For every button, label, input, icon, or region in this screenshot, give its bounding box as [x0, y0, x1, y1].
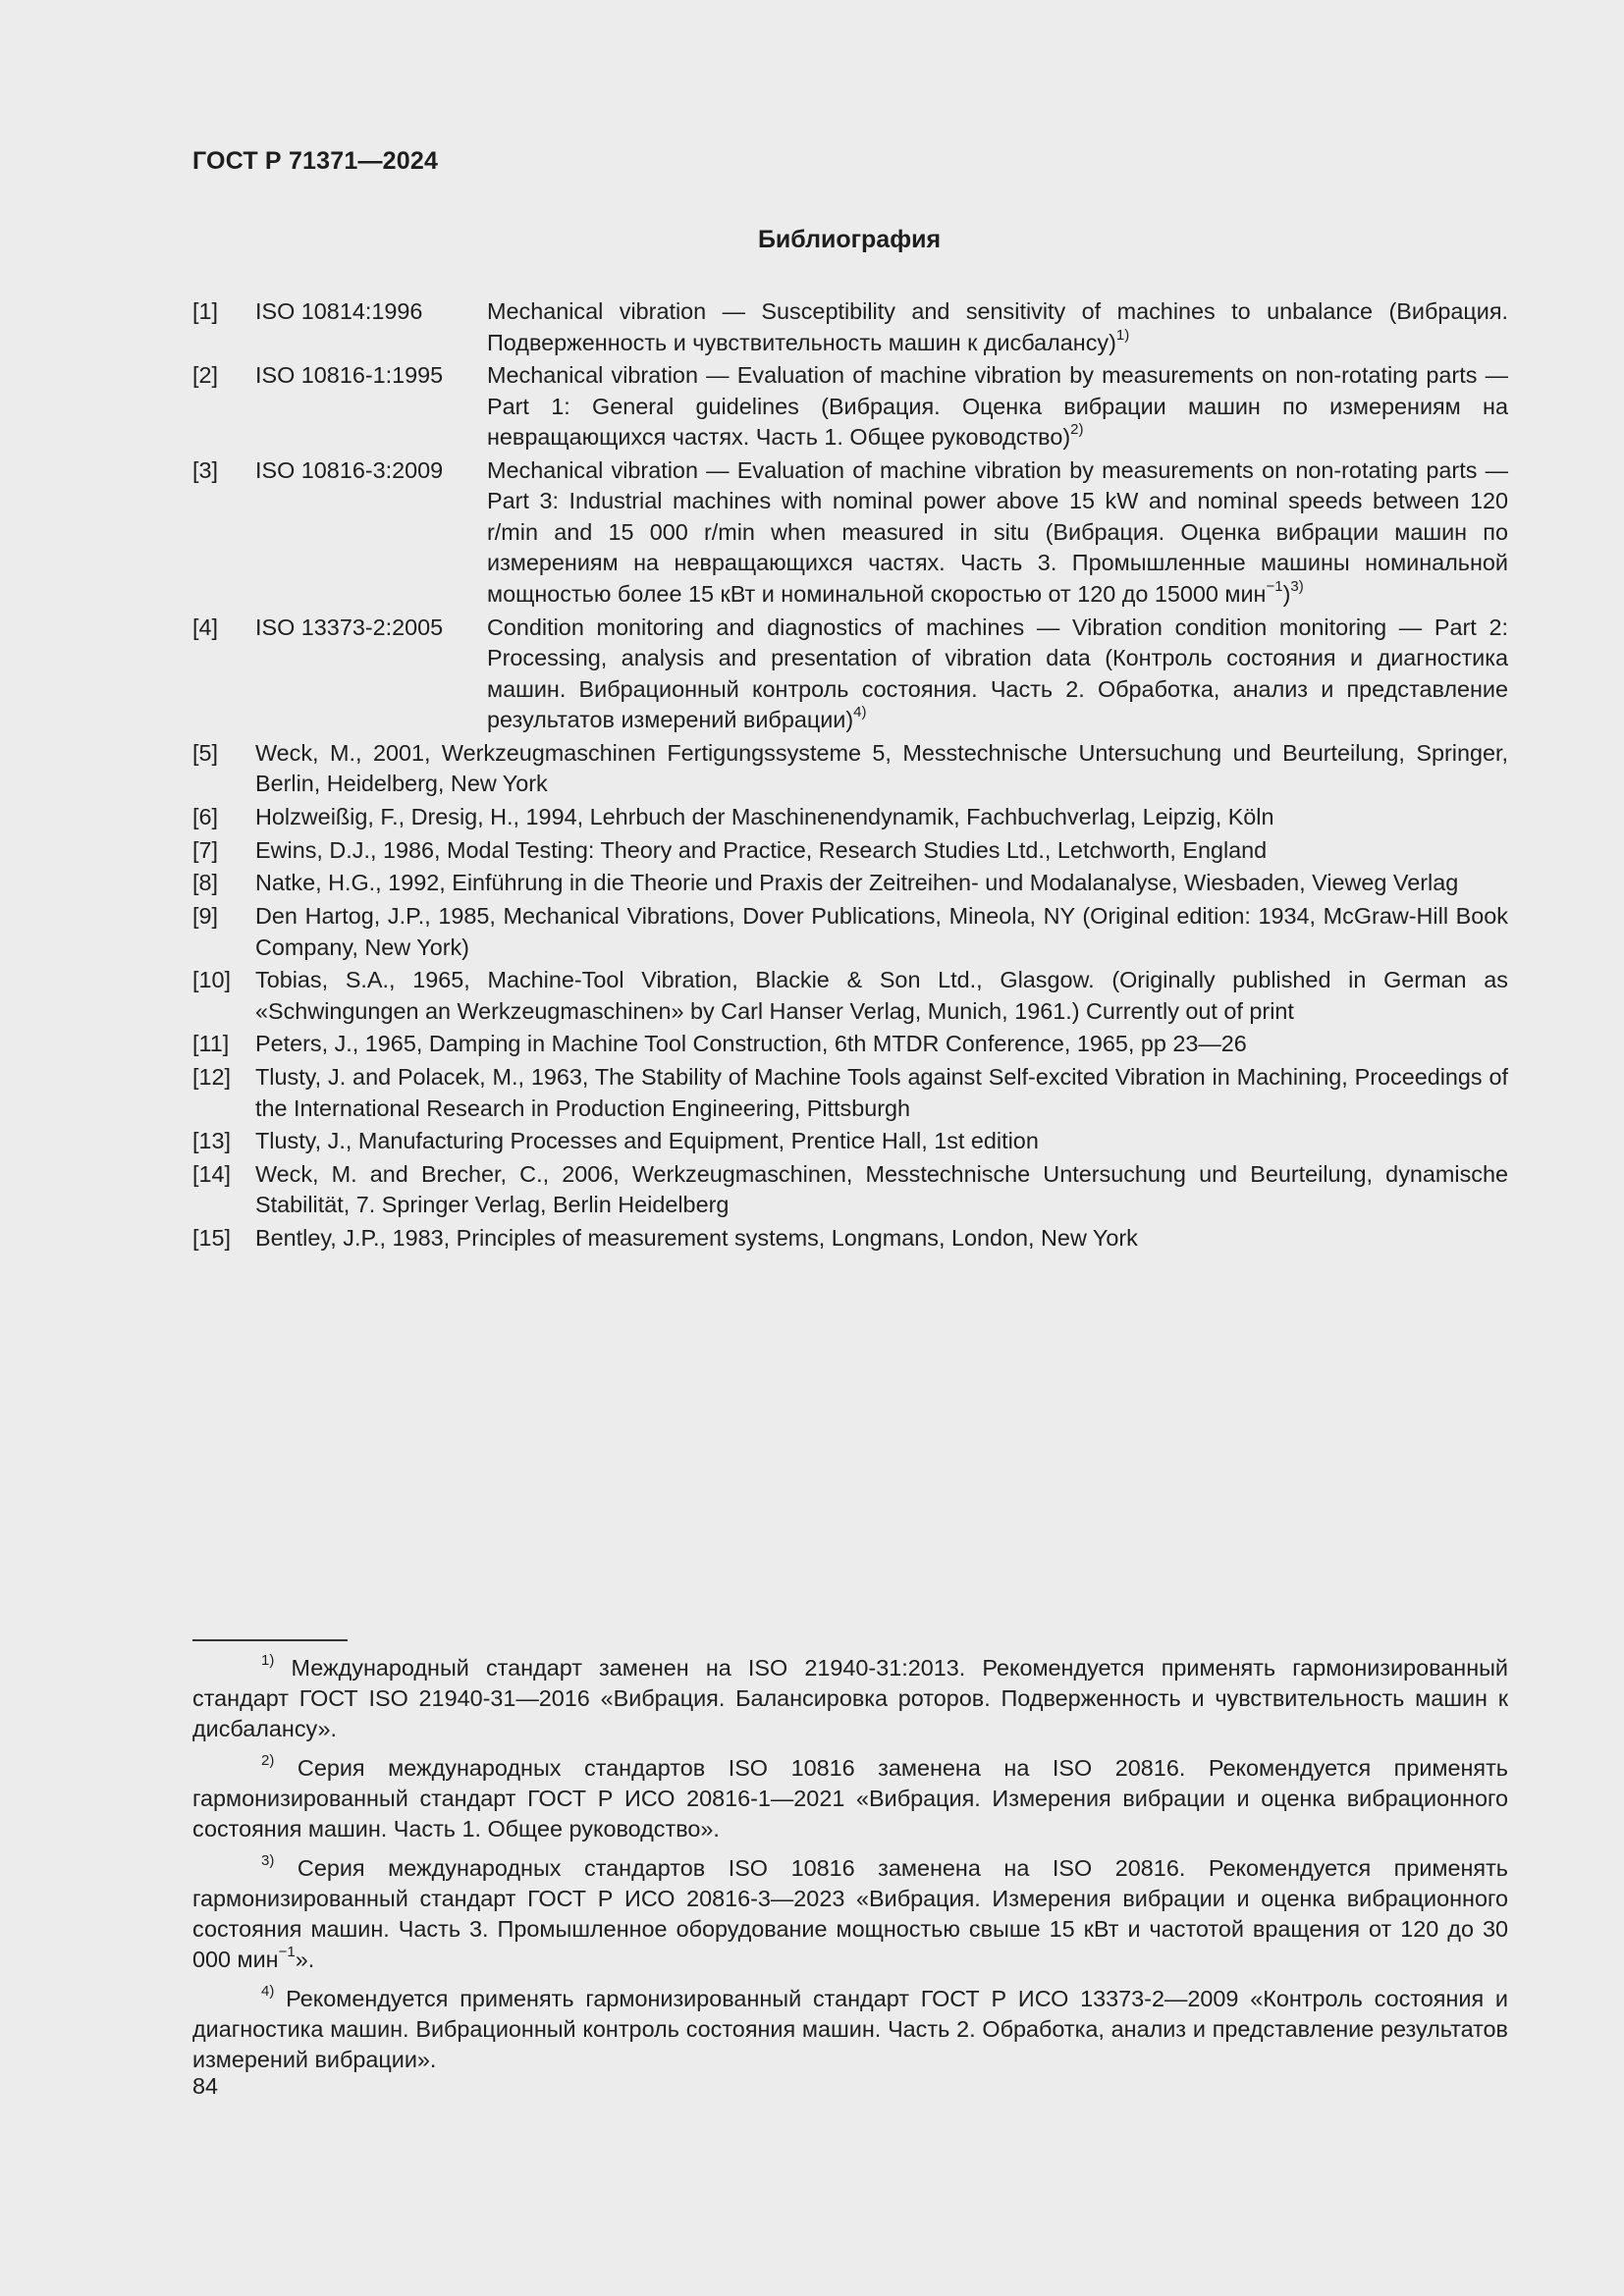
- bibliography-entry: [192, 1223, 1508, 1255]
- standard-code: ISO 10816-3:2009: [255, 456, 444, 483]
- entry-number: [5]: [192, 739, 219, 766]
- footnote-separator: [192, 1639, 348, 1641]
- entry-text: Bentley, J.P., 1983, Principles of measurement systems, Longmans, London, New York: [255, 1225, 1138, 1252]
- footnotes: [192, 1653, 1508, 2084]
- entry-text: Mechanical vibration — Susceptibility and sensitivity of machines to unbalance (Вибрация. Подверженность и чувствительность машин к дисбалансу): [487, 298, 1508, 355]
- page-number: 84: [192, 2073, 219, 2099]
- entry-text: Holzweißig, F., Dresig, H., 1994, Lehrbuch der Maschinenendynamik, Fachbuchverlag, Leipzig, Köln: [255, 803, 1274, 829]
- entry-text: Mechanical vibration — Evaluation of machine vibration by measurements on non-rotating parts — Part 3: Industrial machines with nominal power above 15 kW and nominal speeds between 120 r/min and 15 000 r/min when measured in situ (Вибрация. Оценка вибрации машин по измерениям на невращающихся частях. Часть 3. Промышленные машины номинальной мощностью более 15 кВт и номинальной скоростью от 120 до 15000 мин: [487, 456, 1508, 607]
- bibliography-entry: [192, 296, 1508, 358]
- entry-text: Den Hartog, J.P., 1985, Mechanical Vibrations, Dover Publications, Mineola, NY (Original edition: 1934, McGraw-Hill Book Company, New York): [255, 903, 1508, 960]
- bibliography-entry: [192, 965, 1508, 1027]
- entry-number: [3]: [192, 456, 219, 483]
- bibliography-entry: [192, 360, 1508, 454]
- footnote: [192, 1653, 1508, 1744]
- bibliography-entry: [192, 1126, 1508, 1157]
- unit-exponent: −1: [1266, 578, 1283, 596]
- entry-number: [15]: [192, 1225, 232, 1252]
- entry-number: [12]: [192, 1064, 232, 1091]
- footnote: [192, 1853, 1508, 1975]
- entry-text: Condition monitoring and diagnostics of machines — Vibration condition monitoring — Part 2: Processing, analysis and presentation of vibration data (Контроль состояния и диагностика машин. Вибрационный контроль состояния. Часть 2. Обработка, анализ и представление результатов измерений вибрации): [487, 614, 1508, 733]
- entry-text: Natke, H.G., 1992, Einführung in die Theorie und Praxis der Zeitreihen- und Modalanalyse, Wiesbaden, Vieweg Verlag: [255, 870, 1459, 896]
- document-header: ГОСТ Р 71371—2024: [192, 147, 439, 175]
- footnote-text: Рекомендуется применять гармонизированный стандарт ГОСТ Р ИСО 13373-2—2009 «Контроль состояния и диагностика машин. Вибрационный контроль состояния машин. Часть 2. Обработка, анализ и представление результатов измерений вибрации».: [192, 1986, 1508, 2072]
- footnote-mark: 4): [261, 1983, 275, 2001]
- standard-code: ISO 10816-1:1995: [255, 362, 444, 389]
- bibliography-entry: [192, 455, 1508, 611]
- entry-number: [1]: [192, 298, 219, 324]
- entry-number: [7]: [192, 836, 219, 863]
- footnote-text: Серия международных стандартов ISO 10816 заменена на ISO 20816. Рекомендуется применять гармонизированный стандарт ГОСТ Р ИСО 20816-3—2023 «Вибрация. Измерения вибрации и оценка вибрационного состояния машин. Часть 3. Промышленное оборудование мощностью свыше 15 кВт и частотой вращения от 120 до 30 000 мин: [192, 1855, 1508, 1972]
- footnote: [192, 1984, 1508, 2075]
- standard-code: ISO 13373-2:2005: [255, 614, 444, 640]
- footnote-text-tail: ».: [295, 1947, 315, 1972]
- bibliography-entry: [192, 613, 1508, 736]
- entry-text-tail: ): [1282, 580, 1291, 607]
- entry-text: Ewins, D.J., 1986, Modal Testing: Theory and Practice, Research Studies Ltd., Letchworth, England: [255, 836, 1268, 863]
- entry-text: Mechanical vibration — Evaluation of machine vibration by measurements on non-rotating parts — Part 1: General guidelines (Вибрация. Оценка вибрации машин по измерениям на невращающихся частях. Часть 1. Общее руководство): [487, 362, 1508, 451]
- entry-number: [6]: [192, 803, 219, 829]
- bibliography-entry: [192, 1062, 1508, 1124]
- footnote-mark: 1): [261, 1652, 275, 1670]
- entry-number: [10]: [192, 967, 232, 993]
- bibliography-list: [192, 296, 1508, 1256]
- bibliography-entry: [192, 802, 1508, 833]
- entry-text: Weck, M., 2001, Werkzeugmaschinen Fertigungssysteme 5, Messtechnische Untersuchung und Beurteilung, Springer, Berlin, Heidelberg, New York: [255, 739, 1508, 797]
- section-title: Библиография: [757, 226, 942, 253]
- bibliography-entry: [192, 738, 1508, 800]
- standard-code: ISO 10814:1996: [255, 298, 423, 324]
- entry-text: Tlusty, J., Manufacturing Processes and Equipment, Prentice Hall, 1st edition: [255, 1128, 1039, 1154]
- footnote-ref: 3): [1290, 578, 1304, 596]
- entry-number: [4]: [192, 614, 219, 640]
- entry-text: Tlusty, J. and Polacek, M., 1963, The Stability of Machine Tools against Self-excited Vibration in Machining, Proceedings of the International Research in Production Engineering, Pittsburgh: [255, 1064, 1508, 1121]
- footnote-ref: 4): [853, 704, 867, 721]
- bibliography-entry: [192, 1029, 1508, 1060]
- entry-number: [9]: [192, 903, 219, 929]
- entry-text: Peters, J., 1965, Damping in Machine Tool Construction, 6th MTDR Conference, 1965, pp 23—26: [255, 1031, 1247, 1057]
- entry-text: Weck, M. and Brecher, C., 2006, Werkzeugmaschinen, Messtechnische Untersuchung und Beurteilung, dynamische Stabilität, 7. Springer Verlag, Berlin Heidelberg: [255, 1160, 1508, 1218]
- entry-number: [2]: [192, 362, 219, 389]
- footnote-ref: 1): [1115, 326, 1130, 344]
- entry-number: [11]: [192, 1031, 230, 1057]
- bibliography-entry: [192, 835, 1508, 867]
- footnote-mark: 3): [261, 1852, 275, 1870]
- bibliography-entry: [192, 1159, 1508, 1221]
- footnote-mark: 2): [261, 1752, 275, 1770]
- entry-number: [8]: [192, 870, 219, 896]
- bibliography-entry: [192, 901, 1508, 963]
- footnote-text: Международный стандарт заменен на ISO 21940-31:2013. Рекомендуется применять гармонизированный стандарт ГОСТ ISO 21940-31—2016 «Вибрация. Балансировка роторов. Подверженность и чувствительность машин к дисбалансу».: [192, 1655, 1508, 1741]
- entry-number: [13]: [192, 1128, 232, 1154]
- unit-exponent: −1: [278, 1944, 296, 1961]
- footnote: [192, 1753, 1508, 1844]
- entry-number: [14]: [192, 1160, 232, 1187]
- footnote-text: Серия международных стандартов ISO 10816 заменена на ISO 20816. Рекомендуется применять гармонизированный стандарт ГОСТ Р ИСО 20816-1—2021 «Вибрация. Измерения вибрации и оценка вибрационного состояния машин. Часть 1. Общее руководство».: [192, 1755, 1508, 1842]
- bibliography-entry: [192, 868, 1508, 899]
- entry-text: Tobias, S.A., 1965, Machine-Tool Vibration, Blackie & Son Ltd., Glasgow. (Originally published in German as «Schwingungen an Werkzeugmaschinen» by Carl Hanser Verlag, Munich, 1961.) Currently out of print: [255, 967, 1508, 1024]
- footnote-ref: 2): [1070, 421, 1084, 439]
